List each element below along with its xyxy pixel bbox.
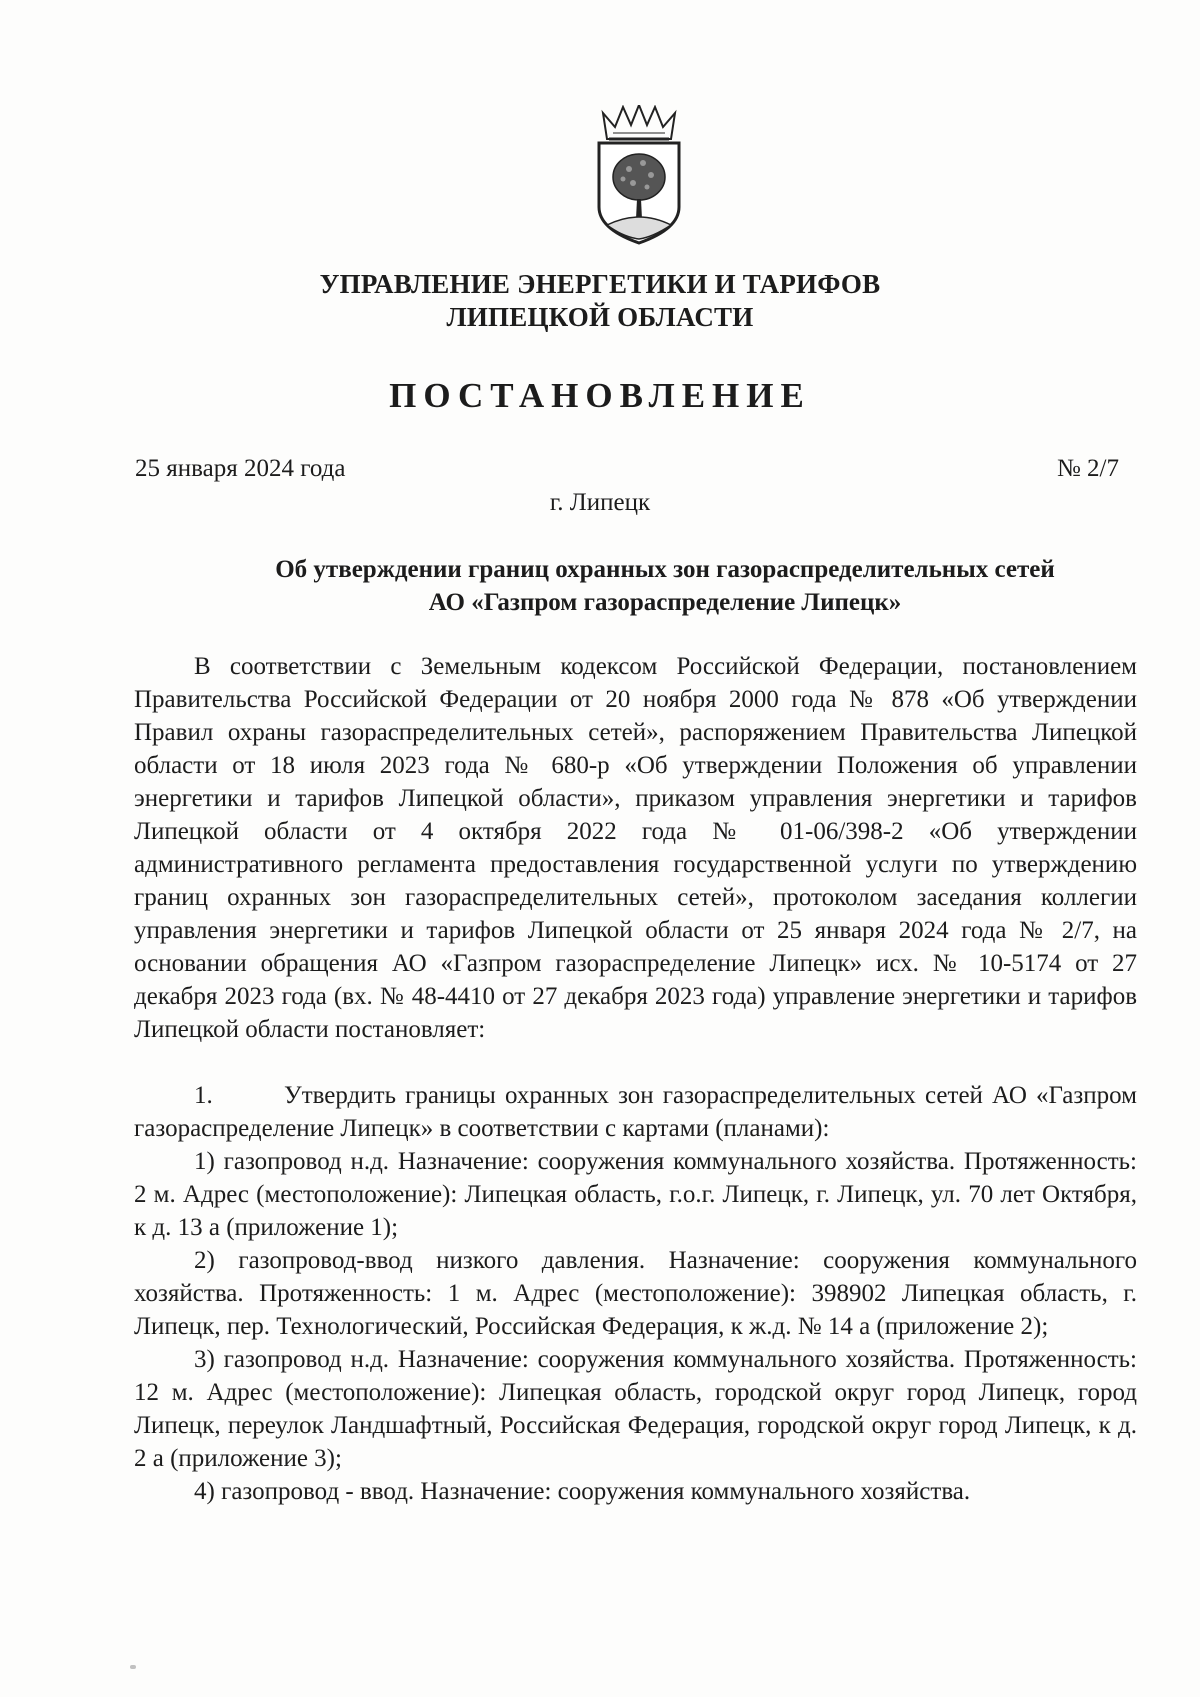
document-subject	[175, 553, 1155, 619]
subitem-paragraph: 4) газопровод - ввод. Назначение: сооружения коммунального хозяйства.	[194, 1478, 971, 1505]
subitem-paragraph: 3) газопровод н.д. Назначение: сооружения коммунального хозяйства. Протяженность: 12 м. Адрес (местоположение): Липецкая область, городской округ город Липецк, город Липецк, переулок Ландшафтный, Российская Федерация, городской округ город Липецк, к д. 2 а (приложение 3);	[134, 1346, 1137, 1472]
subitem-paragraph: 1) газопровод н.д. Назначение: сооружения коммунального хозяйства. Протяженность: 2 м. Адрес (местоположение): Липецкая область, г.о.г. Липецк, г. Липецк, ул. 70 лет Октября, к д. 13 а (приложение 1);	[134, 1148, 1137, 1241]
document-city: г. Липецк	[549, 489, 651, 516]
organization-line-1: УПРАВЛЕНИЕ ЭНЕРГЕТИКИ И ТАРИФОВ	[319, 269, 881, 299]
preamble-paragraph: В соответствии с Земельным кодексом Российской Федерации, постановлением Правительства Российской Федерации от 20 ноября 2000 года № 878 «Об утверждении Правил охраны газораспределительных сетей», распоряжением Правительства Липецкой области от 18 июля 2023 года № 680-р «Об утверждении Положения об управлении энергетики и тарифов Липецкой области», приказом управления энергетики и тарифов Липецкой области от 4 октября 2022 года № 01-06/398-2 «Об утверждении административного регламента предоставления государственной услуги по утверждению границ охранных зон газораспределительных сетей», протоколом заседания коллегии управления энергетики и тарифов Липецкой области от 25 января 2024 года № 2/7, на основании обращения АО «Газпром газораспределение Липецк» исх. № 10-5174 от 27 декабря 2023 года (вх. № 48-4410 от 27 декабря 2023 года) управление энергетики и тарифов Липецкой области постановляет:	[134, 653, 1137, 1043]
subject-line-2: АО «Газпром газораспределение Липецк»	[428, 589, 902, 616]
document-number: № 2/7	[1056, 455, 1119, 482]
scan-speck	[130, 1665, 136, 1669]
item-1-paragraph	[134, 1079, 1137, 1145]
document-type: ПОСТАНОВЛЕНИЕ	[389, 376, 811, 415]
document-date: 25 января 2024 года	[135, 455, 346, 482]
organization-line-2: ЛИПЕЦКОЙ ОБЛАСТИ	[446, 302, 754, 332]
item-1-number: 1.	[194, 1082, 213, 1109]
organization-name	[0, 268, 1200, 334]
subject-line-1: Об утверждении границ охранных зон газораспределительных сетей	[275, 556, 1055, 583]
subitem-paragraph: 2) газопровод-ввод низкого давления. Назначение: сооружения коммунального хозяйства. Протяженность: 1 м. Адрес (местоположение): 398902 Липецкая область, г. Липецк, пер. Технологический, Российская Федерация, к ж.д. № 14 а (приложение 2);	[134, 1247, 1137, 1340]
coat-of-arms-icon	[593, 105, 685, 247]
document-body	[134, 650, 1137, 1508]
item-1-text: Утвердить границы охранных зон газораспределительных сетей АО «Газпром газораспределение Липецк» в соответствии с картами (планами):	[134, 1082, 1137, 1142]
